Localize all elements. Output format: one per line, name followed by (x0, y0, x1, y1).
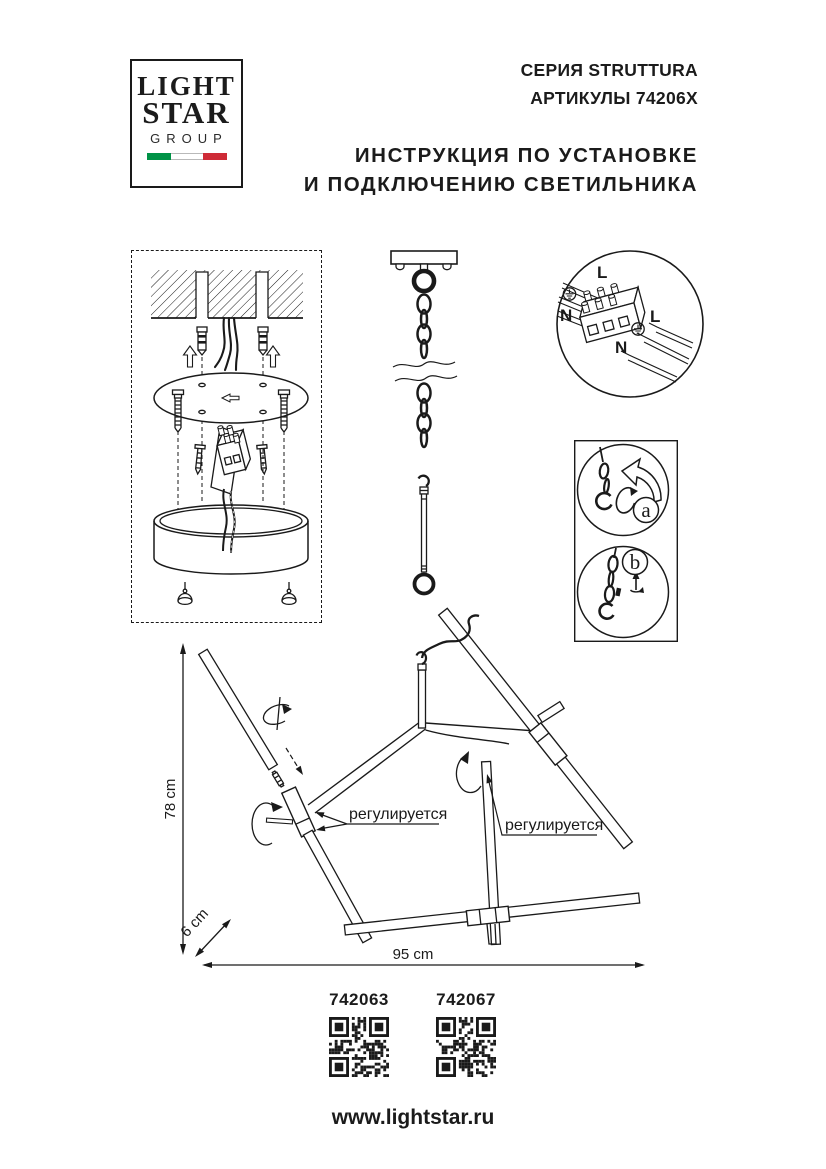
terminal-block (211, 421, 253, 494)
website-url: www.lightstar.ru (331, 1106, 495, 1129)
series-title (521, 57, 698, 112)
flag-green-stripe (147, 153, 171, 160)
qr-code (329, 1017, 389, 1077)
connector-stud (271, 770, 284, 787)
lightstar-logo (130, 59, 243, 188)
suspension-rod (415, 476, 434, 594)
y-arms (308, 723, 536, 813)
ceiling-mount-drawing (132, 251, 323, 624)
instruction-title (304, 141, 698, 199)
mains-wires (215, 318, 238, 370)
left-sleeve (282, 787, 315, 837)
qr-code (436, 1017, 496, 1077)
wiring-detail (553, 247, 707, 401)
chandelier-drawing (162, 592, 665, 987)
product-code: 742067 (436, 990, 496, 1009)
flag-white-stripe (171, 153, 203, 160)
label-neutral-top: N (560, 306, 573, 325)
detail-a-label: a (641, 498, 651, 522)
chain-lower (418, 384, 431, 448)
label-line-bottom: L (650, 307, 661, 326)
italian-flag-icon (147, 153, 227, 160)
detail-b-label: b (629, 550, 641, 574)
instruction-line-2: И ПОДКЛЮЧЕНИЮ СВЕТИЛЬНИКА (303, 173, 698, 196)
adjustable-callout-left (315, 806, 447, 831)
height-value: 78 cm (162, 778, 179, 820)
wiring-detail-drawing (553, 247, 707, 401)
article-numbers: АРТИКУЛЫ 74206X (530, 87, 698, 108)
chandelier-dimensions-diagram (162, 592, 665, 987)
ceiling-hatch (151, 270, 303, 318)
left-rod (266, 818, 292, 824)
logo-word-star: STAR (142, 95, 231, 130)
chain-assembly-diagram (385, 240, 465, 610)
rotate-arrow-top (263, 697, 292, 730)
height-dimension (162, 643, 186, 955)
chain-break-mark (393, 362, 457, 381)
label-line-top: L (597, 263, 608, 282)
up-arrow-icon (184, 346, 197, 367)
wall-plug-right (258, 327, 268, 355)
wall-plug-left (197, 327, 207, 355)
stub-tube (538, 702, 564, 723)
detail-a (578, 445, 669, 536)
product-variant-2 (421, 990, 511, 1077)
bottom-sleeve (466, 906, 509, 925)
adjustable-label-right: регулируется (505, 817, 604, 834)
up-arrow-icon (267, 346, 280, 367)
chain-assembly-drawing (385, 240, 465, 610)
insert-arrow (286, 748, 303, 775)
instruction-line-1: ИНСТРУКЦИЯ ПО УСТАНОВКЕ (354, 144, 698, 167)
stem-hook (417, 652, 427, 728)
width-dimension (202, 946, 645, 968)
right-sleeve (529, 723, 567, 765)
detached-tube (199, 649, 278, 770)
earth-symbol-top (563, 288, 575, 300)
label-neutral-bottom: N (615, 338, 628, 357)
ceiling-bracket (391, 251, 457, 291)
ceiling-mount-diagram (131, 250, 322, 623)
chain-upper (418, 295, 431, 359)
series-name: СЕРИЯ STRUTTURA (520, 60, 698, 80)
depth-dimension (177, 905, 231, 957)
rotate-arrow-left (252, 802, 283, 845)
rotate-arrow-right (456, 751, 481, 792)
adjustable-label-left: регулируется (349, 806, 448, 823)
canopy (154, 505, 308, 574)
flag-red-stripe (203, 153, 227, 160)
screw-left (193, 445, 205, 475)
product-variant-1 (314, 990, 404, 1077)
logo-word-light: LIGHT (137, 71, 236, 101)
product-code: 742063 (329, 990, 389, 1009)
logo-word-group: GROUP (150, 131, 228, 146)
depth-value: 6 cm (177, 905, 213, 941)
width-value: 95 cm (392, 946, 434, 963)
